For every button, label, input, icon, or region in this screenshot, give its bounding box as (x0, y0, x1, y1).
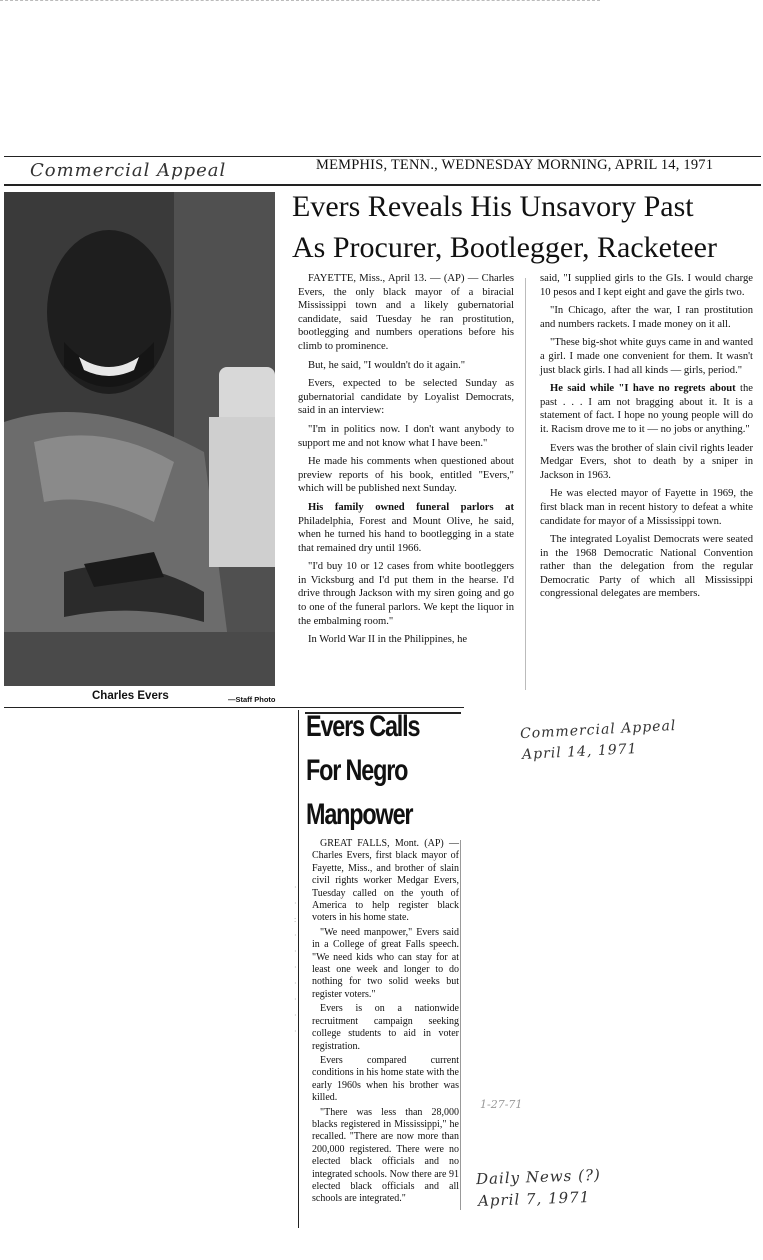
handwritten-note-daily-news: Daily News (?) (475, 1165, 602, 1189)
paragraph: "In Chicago, after the war, I ran prostitution and numbers rackets. I made money on it all. (540, 305, 753, 330)
paragraph: Evers was the brother of slain civil rights leader Medgar Evers, shot to death by a sniper in Jackson in 1963. (540, 442, 753, 481)
second-article-body (312, 838, 459, 1208)
handwritten-note-source: Commercial Appeal (519, 717, 677, 743)
paragraph: "There was less than 28,000 blacks registered in Mississippi," he recalled. "There are now more than 200,000 registered. There were no elected black officials and no integrated schools. Now there are 91 elected black officials and all schools are integrated." (312, 1106, 459, 1205)
paragraph: "I'd buy 10 or 12 cases from white bootleggers in Vicksburg and I'd put them in the hearse. I'd drive through Jackson with my siren going and go to one of the funeral parlors. We kept the liquor in the embalming room." (298, 561, 514, 627)
handwritten-source-label: Commercial Appeal (30, 160, 227, 181)
paragraph-lead (298, 501, 514, 555)
paragraph: He was elected mayor of Fayette in 1969, the first black man in recent history to defeat a white candidate for mayor of a Mississippi town. (540, 488, 753, 527)
bold-lead-in: His family owned funeral parlors at (308, 501, 514, 513)
paragraph: FAYETTE, Miss., April 13. — (AP) — Charles Evers, the only black mayor of a biracial Mississippi town and a likely gubernatorial candidate, said Tuesday he ran prostitution, bootlegging and numbers operations before his climb to prominence. (298, 273, 514, 352)
main-headline-line1: Evers Reveals His Unsavory Past (292, 190, 694, 223)
paragraph: GREAT FALLS, Mont. (AP) — Charles Evers, first black mayor of Fayette, Miss., and brother of slain civil rights worker Medgar Evers, Tuesday called on the youth of America to help register black voters in his home state. (312, 838, 459, 924)
paragraph: said, "I supplied girls to the GIs. I would charge 10 pesos and I kept eight and gave the girls two. (540, 273, 753, 298)
article-column-2 (540, 272, 753, 606)
photo-caption: Charles Evers (92, 690, 169, 702)
paragraph: The integrated Loyalist Democrats were seated in the 1968 Democratic National Convention rather than the delegation from the regular Democratic Party of which all Mississippi congressional delegates are members. (540, 534, 753, 600)
charles-evers-photo (4, 192, 275, 686)
second-headline: Evers Calls For Negro Manpower (306, 710, 420, 831)
photo-credit: —Staff Photo (228, 695, 276, 704)
paragraph: Evers, expected to be selected Sunday as gubernatorial candidate by Loyalist Democrats, said in an interview: (298, 378, 514, 417)
scan-edge-marks: · · : · · · · · · · (294, 883, 297, 1036)
lead-in-rest: the past . . . I am not bragging about it. It is a statement of fact. I hope no young people will do it. Racism drove me to it — no jobs or anything." (540, 383, 753, 435)
paragraph: Evers is on a nationwide recruitment campaign seeking college students to aid in voter registration. (312, 1003, 459, 1052)
paragraph: "We need manpower," Evers said in a College of great Falls speech. "We need kids who can stay for at least one week and longer to do nothing for two solid weeks but register voters." (312, 926, 459, 1000)
paragraph: He made his comments when questioned about preview reports of his book, entitled "Evers," which will be published next Sunday. (298, 456, 514, 495)
paragraph-lead (540, 382, 753, 436)
paragraph: "I'm in politics now. I don't want anybody to support me and not know what I have been." (298, 423, 514, 449)
newspaper-dateline: MEMPHIS, TENN., WEDNESDAY MORNING, APRIL 14, 1971 (316, 157, 714, 173)
article-column-1 (298, 272, 514, 652)
paragraph: But, he said, "I wouldn't do it again." (308, 359, 466, 371)
lead-in-rest: Philadelphia, Forest and Mount Olive, he said, when he turned his hand to bootlegging in a state that remained dry until 1966. (298, 515, 514, 554)
second-clipping-right-rule (460, 840, 461, 1210)
photo-illustration (4, 192, 275, 686)
main-headline-line2: As Procurer, Bootlegger, Racketeer (292, 231, 717, 264)
paragraph: In World War II in the Philippines, he (308, 634, 468, 646)
main-headline (292, 186, 762, 268)
handwritten-note-daily-news-date: April 7, 1971 (477, 1188, 591, 1210)
paragraph: Evers compared current conditions in his home state with the early 1960s when his brother was killed. (312, 1054, 459, 1104)
handwritten-note-date: April 14, 1971 (521, 740, 638, 764)
second-clipping-edge-rule (298, 710, 299, 1228)
column-divider (525, 278, 526, 690)
scan-edge-dotted-line (0, 0, 600, 1)
paragraph: "These big-shot white guys came in and wanted a girl. I made one convenient for them. It wasn't just black girls. I had all kinds — girls, period." (540, 337, 753, 376)
handwritten-faint-note: 1-27-71 (480, 1098, 523, 1111)
bold-lead-in: He said while "I have no regrets about (550, 383, 736, 395)
